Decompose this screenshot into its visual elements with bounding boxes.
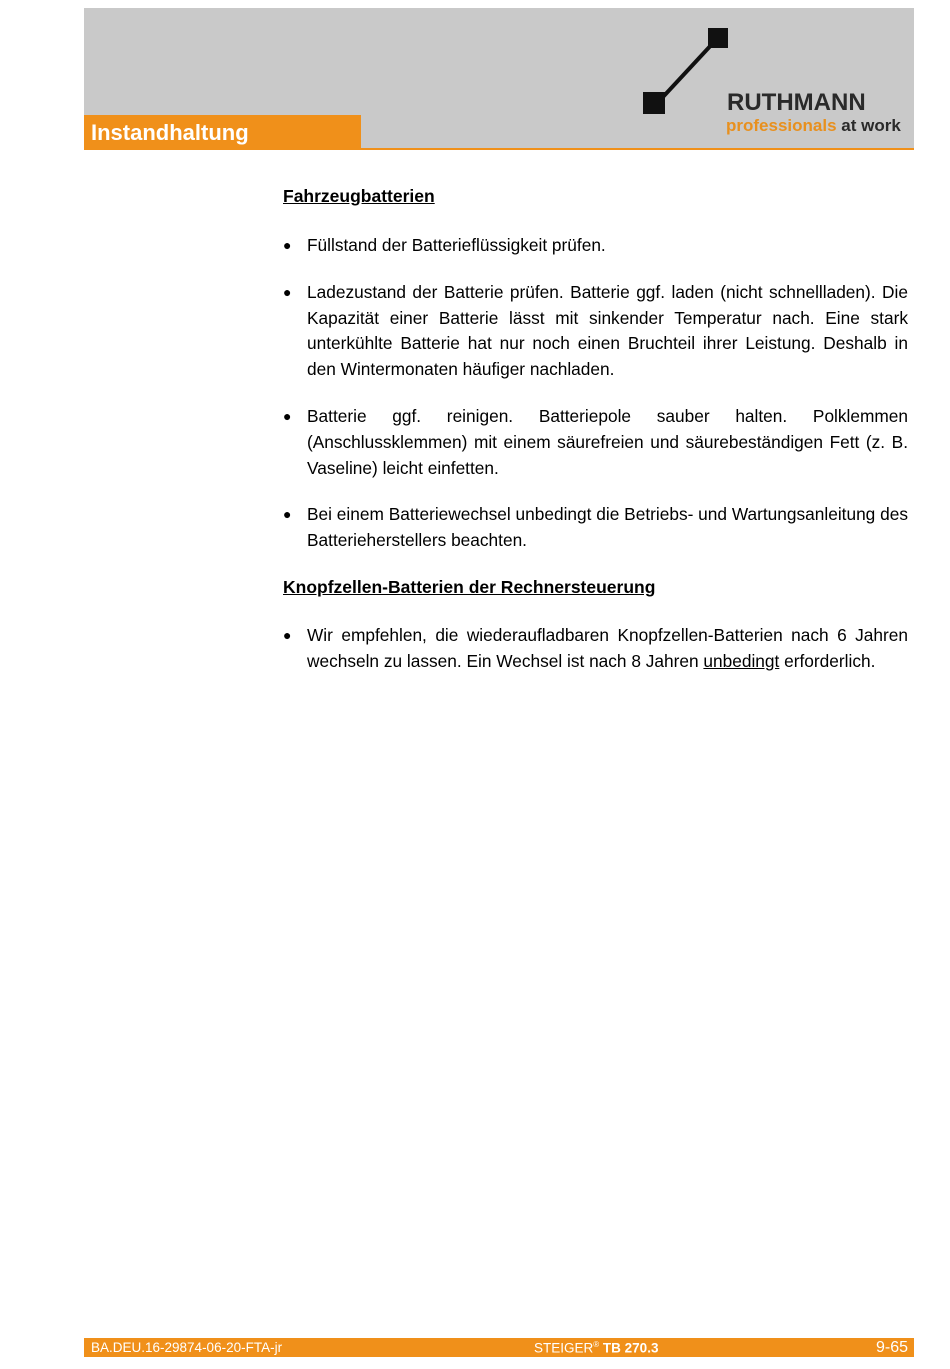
list-item-text-before: Wir empfehlen, die wiederaufladbaren Knopfzellen-Batterien nach 6 Jahren wechseln zu lassen. Ein Wechsel ist nach 8 Jahren [307,624,908,671]
page-content [283,184,908,696]
footer-product-reg: ® [593,1340,600,1349]
section-title: Instandhaltung [84,115,361,150]
heading-vehicle-batteries: Fahrzeugbatterien [283,186,435,206]
list-item [283,404,908,481]
footer-product-prefix: STEIGER [534,1340,594,1356]
bullet-icon: ● [283,506,292,523]
heading-button-cell-batteries: Knopfzellen-Batterien der Rechnersteuerung [283,576,656,597]
logo-mark-icon [640,26,740,121]
vehicle-battery-list [283,233,908,554]
footer-bar [84,1338,914,1357]
bullet-icon: ● [283,407,292,424]
footer-page-number: 9-65 [875,1339,908,1356]
list-item-text: Füllstand der Batterieflüssigkeit prüfen. [307,235,606,255]
list-item [283,502,908,554]
brand-logo [640,26,912,138]
brand-slogan-at-work: at work [836,116,901,135]
list-item-text: Batterie ggf. reinigen. Batteriepole sauber halten. Polklemmen (Anschlussklemmen) mit einem säurefreien und säurebeständigen Fett (z. B. Vaseline) leicht einfetten. [307,405,908,478]
list-item [283,623,908,675]
list-item-text-underlined: unbedingt [703,650,780,671]
button-cell-list [283,623,908,675]
list-item [283,233,908,259]
list-item [283,280,908,383]
brand-slogan [726,116,901,136]
brand-slogan-professionals: professionals [726,116,837,135]
bullet-icon: ● [283,237,292,253]
brand-name: RUTHMANN [727,89,866,116]
bullet-icon: ● [283,283,292,300]
list-item-text: Ladezustand der Batterie prüfen. Batterie ggf. laden (nicht schnellladen). Die Kapazität einer Batterie lässt mit sinkender Temperatur nach. Eine stark unterkühlte Batterie hat nur noch einen Bruchteil ihrer Leistung. Deshalb in den Wintermonaten häufiger nachladen. [307,281,908,380]
footer-doc-id: BA.DEU.16-29874-06-20-FTA-jr [91,1340,283,1355]
bullet-icon: ● [283,626,292,643]
list-item-text-after: erforderlich. [779,650,876,671]
footer-product-model: TB 270.3 [599,1340,659,1356]
list-item-text: Bei einem Batteriewechsel unbedingt die Betriebs- und Wartungsanleitung des Batterieherstellers beachten. [307,504,908,551]
footer-product [534,1340,658,1356]
